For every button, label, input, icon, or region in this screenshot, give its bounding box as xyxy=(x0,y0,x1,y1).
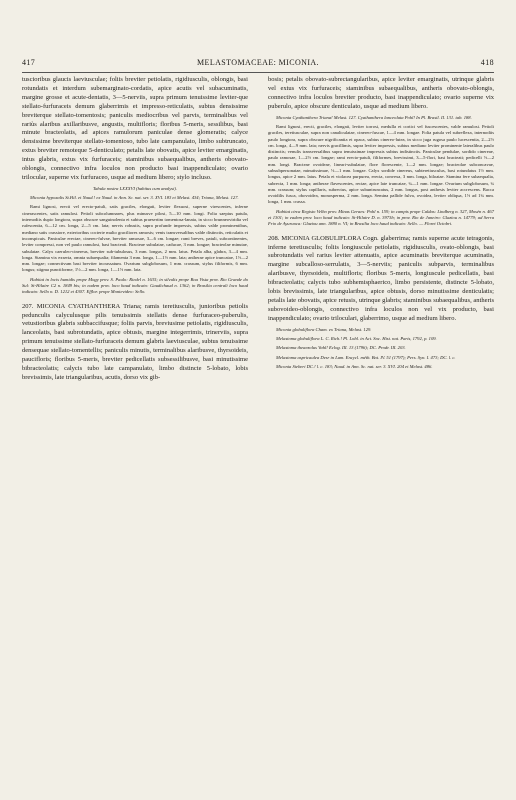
synonym-reference: Melastoma theaezolus Vahl! Eclog. III. 13 (1796); DC. Prodr. III. 203. xyxy=(276,345,406,351)
running-title: MELASTOMACEAE: MICONIA. xyxy=(197,58,319,67)
page-number-left: 417 xyxy=(22,58,36,67)
page-header xyxy=(22,58,494,72)
synonym-reference: Miconia Cyathanthera Triana! Melast. 127. Cyathanthera lanceolata Pohl! In Pl. Brasil. II. 131. tab. 188. xyxy=(276,114,472,120)
synonym-reference: Miconia hypoxalis St.Hil. et Naud.! ex Naud. in Ann. Sc. nat. ser. 3. XVI. 183 et Melast. 434; Triana, Melast. 127. xyxy=(30,195,239,201)
species-description: Rami lignosi, erecti, graciles, elongati, leviter torrosi, medulla et cortici vel fuscescentes, valde ramulosi. Petioli graciles, teretiusculae, supra non canaliculatae, cinereo-fuscae, 1—4 mm. longae. Folia patula vel subreflexa, internodiis paulo longiora, supra obscure nigrificantia et opaca, subtus cinereo-lutea, in sicco juga rugosa paulo lucescentia, 2—2½ cm. longa, 4—9 mm. lata; nervis gracillimis, supra leviter impressis, subtus mediano leviter prominente lateralibus paulo distinctis; venulis transversalibus supra tenuissimae impressis subtus indistinctis. Paniculae pendulae, sordido cinereae, paulo ramosae, 1—2½ cm. longae; rami erecto-patuli, filiformes, brevissimi, 3—5-flori, basi bracteati; pedicelli ½—2 mm. longi. Bracteae ovoideae, lineari-subulatae, flore florescente, 1—2 mm. longae; bracteolae subconcavae, subsubpersonatae, minutissimae, ½—1 mm. longae. Calyx sordide cinereus, subteretiusculus, basi rotundatus 1½ mm. longus, apice 2 mm. latus. Petala et violacea purpurea, erecta, convexa, 3 mm. longa, biloatae. Stamina fere subaequalia, subrecta, 1 mm. longa; antherae flavescentes, rectae, apice late truncatae, ¾—1 mm. longae. Ovarium subglobosum, ¾ mm. crassum; stylus capillaris, subrectus, apice subuntruncatus, 2 mm. longus, post anthesis leviter accrescens. Bacca ovoidilis fusca, obovoidea, monosperma, 2 mm. longa. Semina pallide fulva, ovoidea, leviter obliqua, 1½ ad 1¾ mm. longa, 1 mm. crassa. xyxy=(268,123,494,205)
species-description: Rami lignosi, erecti vel erecto-patuli, satis graciles, elongati, leviter flexuosi, superne virescentes, inferne cinerascentes, satis ramulosi. Petioli subcolumnares, plus minusve pilosi, 5—10 mm. longi. Folia saepius patula, internodiis dupio longiora, supra obscure sanguinolenta et subtus praesertim tomentosa-lanata, in sicco brunneoviridia vel rufescentia, 6—12 cm. longa, 2—5 cm. lata; nervis robustis, supra profunde impressis, subtus valde prominentibus, mediano satis crassiore, exterioribus cocterie multo graciliores ramosis; venis transversalibus valde distinctis, reticulatis et inconspicuis. Paniculae erectae, cinereo-fulvae, breviter ramosae, 3—6 cm. longae; rami breves, patuli, subcontinentes, leviter compressi, non vel paulo ramulosi, basi bracteati. Bracteae subulatae, caducae, 3 mm. longae; bracteolae minutae, subulatae. Calyx caeruleo-cinereus, breviter sub-tubulosus, 3 mm. longus, 2 mm. latus. Petala alba, glabra, 3—4 mm. longa. Stamina vix exserta, omnia subaequalia; filamenta 3 mm. longa, 1—1½ mm. lata; antherae apice truncatae, 1½—2 mm. longae; connectivum basi breviter incrassatum. Ovarium subglobosum, 1 mm. crassum, stylus filiformis, 6 mm. longus; stigma punctiforme, 1½—2 mm. longa, 1—1½ mm. lata. xyxy=(22,204,248,273)
species-diagnosis-208: glaberrima; ramis superne acute tetragonis, inferne teretiusculis; foliis longiuscule petiolatis, rigidiusculis, ovato-oblongis, basi subrotundatis vel rarius leviter attenuatis, apice acuminatis breviterque acuminatis, margine subcalloso-serrulatis, 3—5-nerviis; paniculis subparvis, terminalibus alaribusve, thyrsoideis, multifloris; floribus 5-meris, longiuscule pedicellatis, basi bibracteolatis; calycis tubo subhemisphaerico, limbo persistente, distincte 5-lobato, lobis brevissimis, late triangularibus, apice obtusis, dorso minutissime denticulatis; petalis late obovatis, apice retusis, utrinque glabris; staminibus subaequalibus, antheris subovoideo-oblongis, connectivo infra loculos non vel vix producto, basi inappendiculato; ovario triloculari, glaberrimo, usque ad medium libero. xyxy=(268,234,494,322)
right-column xyxy=(268,76,494,373)
species-diagnosis-continued: bosis; petalis obovato-subrectangularibus, apice leviter emarginatis, utrinque glabris vel extus vix furfuraceis; staminibus subaequalibus, antheris obovato-oblongis, connectivo infra loculos breviter producto, basi inappendiculato; ovario superne vix puberulo, apice obscure denticulato, usque ad medium libero. xyxy=(268,76,494,110)
species-entry-207 xyxy=(22,303,248,383)
species-diagnosis: tuscioribus glaucis laeviusculae; foliis breviter petiolatis, rigidiusculis, oblongis, basi rotundatis et interdum subemarginato-cordatis, apice acutis vel subacuminatis, margine grosse et acute-dentatis, 3—5-nerviis, supra primum tenuissime leviter-que stellato-furfuraceis demum glaberrimis et impresso-reticulatis, subtus densissime breviterque stellato-tomentosis; paniculis mediocribus vel parvis, terminalibus vel rariùs alaribus axillaribusve, angustis, multifloris; floribus 5-meris, sessilibus, basi minute bracteolatis, ad apices ramulorum paniculae dense glomeratis; calyce densissime breviterque stellato-tomentoso, tubo late campanulato, limbo subtruncato, extus breviter remoteque 5-denticulato; petalis late obovatis, apice leviter emarginatis, intus glabris, extus vix furfuraceis; staminibus subaequalibus, antheris obovato-oblongis, connectivo infra loculos non producto basi inappendiculato; ovario trilocular, superne vix furfuraceo, usque ad medium libero; stylo incluso. xyxy=(22,76,248,181)
habitat-note: Habitat circa Registo Velho prov. Minas Geraes: Pohl n. 159; in campis prope Caldas: Lindberg n. 327, Mosén n. 467 et 1301; in eadem prov. loco haud indicato: St-Hilaire D. n. 3973b; in prov. Rio de Janeiro: Glaziou n. 14779; ad Serra Frio de Ayuruoca: Glaziou ann. 1880 n. VI; in Brasilia loco haud indicato: Sello. — Floret Octobri. xyxy=(268,208,494,227)
synonym-reference: Miconia globuliflora Cham. ex Triana, Melast. 129. xyxy=(276,326,372,332)
species-diagnosis-207: ramis teretiusculis, junioribus petiolis pedunculis calyculusque pilis tenuissimis stellatis dense furfuraceo-puberulis, vetustioribus glabris subbaccifusque; foliis parvis, breviusime petiolatis, rigidiusculis, lanceolatis, basi subrotundatis, apice obtusis, margine integerrimis, trinerviis, supra primum tenuissime stellato-furfuraceis demum glabris laeviusculae, subtus tenuissime densequae stellato-tomentellis; paniculis minutis, terminalibus alaribusve, thyrsoideis, paucifloris; floribus 5-meris, breviter pedicellatis subsessilibusve, basi minutissime bibracteolatis; calycis tubo late campanulato, limbo distincte 5-lobato, lobis brevissimis, late triangularibus, acutis, dorso vix gib- xyxy=(22,302,248,381)
species-entry-208 xyxy=(268,235,494,324)
synonym-reference: Melastoma aspricaulea Desr in Lam. Encycl. méth. Bot. IV. 51 (1797); Pers. Syn. I. 473; DC. l. c. xyxy=(276,354,456,360)
left-column xyxy=(22,76,248,386)
habitat-note: Habitat in locis humidis prope Mogy prov. S. Paulo: Riedel n. 1635; in silvulis prope Boa Vista prov. Rio Grande do Sul: St-Hilaire C2 n. 1849 bis; in eadem prov. loco haud indicato: Gaudichaud n. 1362; in Brasilia centrali loco haud indicato: Sello n. D. 1212 et 4307. Efflor. prope Montevideo: Sello. xyxy=(22,276,248,295)
species-heading-208: 208. MICONIA GLOBULIFLORA Cogn. xyxy=(268,234,379,242)
plate-reference: Tabula nostra LXXXVI (habitus cum analysi). xyxy=(92,185,178,191)
header-rule xyxy=(22,72,494,73)
synonym-reference: Miconia Sieberi DC.! l. c. 183; Naud. in Ann. Sc. nat. ser. 3. XVI. 204 et Melast. 486. xyxy=(276,363,433,369)
page-number-right: 418 xyxy=(480,58,494,67)
species-heading-207: 207. MICONIA CYATHANTHERA Triana; xyxy=(22,302,142,310)
synonym-reference: Melastoma globuliflora L. C. Rich.! Pl. Lobl. in Act. Soc. Hist. nat. Paris, 1792, p. 109. xyxy=(276,336,437,342)
